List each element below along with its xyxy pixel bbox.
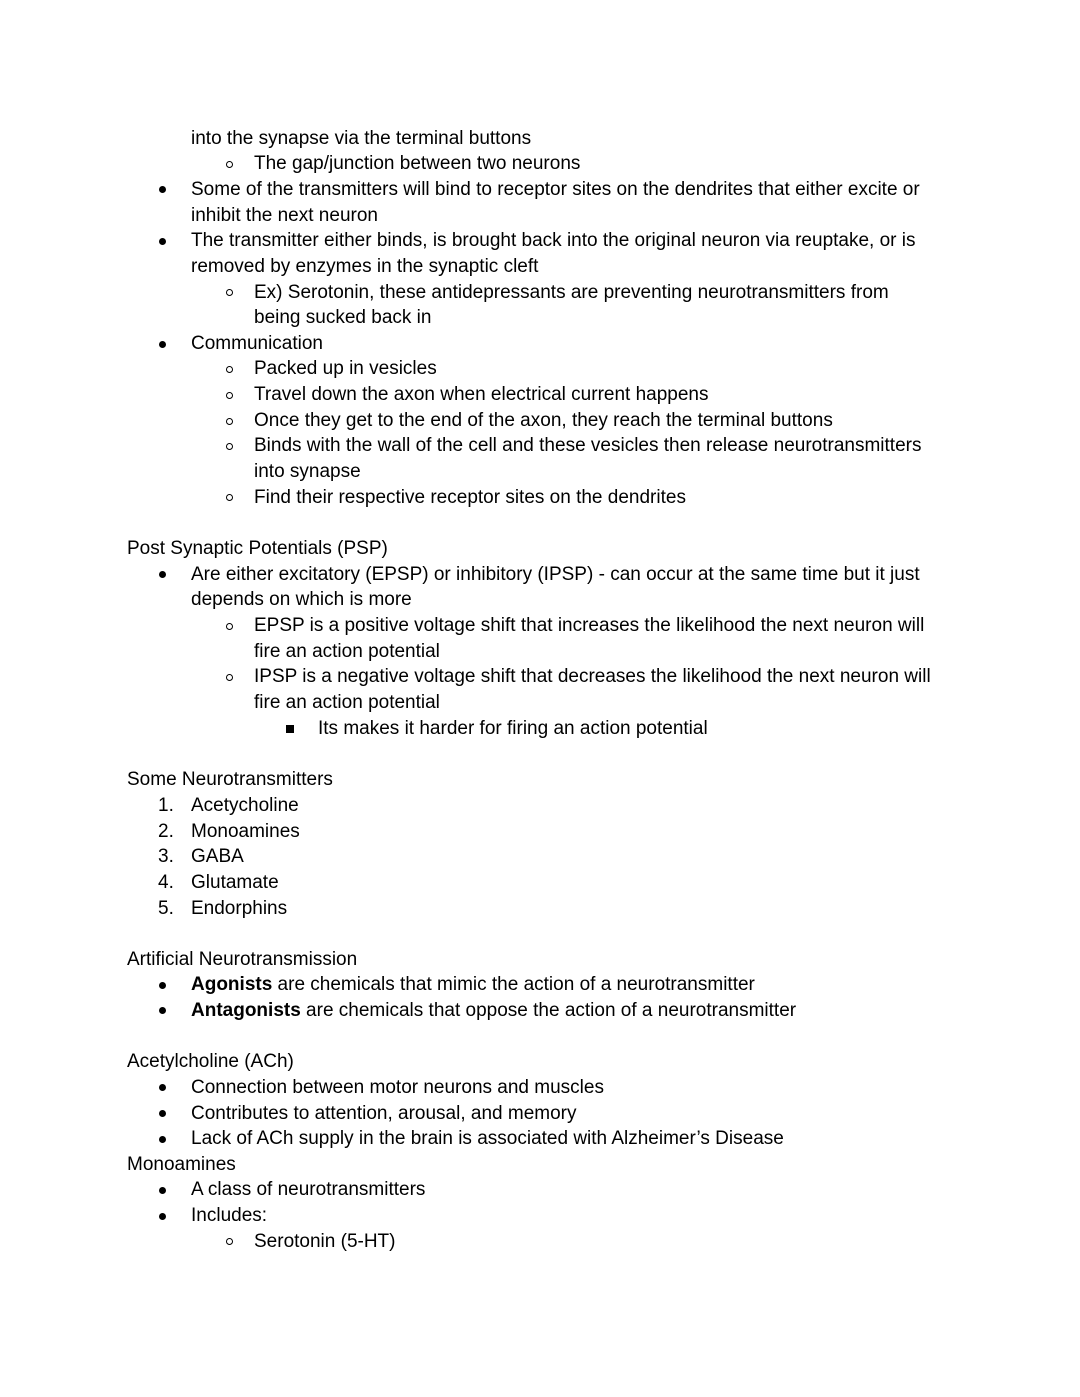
bullet-icon <box>159 1213 166 1220</box>
text-line: A class of neurotransmitters <box>191 1179 426 1200</box>
text-line: removed by enzymes in the synaptic cleft <box>191 256 539 277</box>
bullet-icon <box>159 982 166 989</box>
hollow-circle-bullet-icon <box>226 418 233 425</box>
section-heading: Some Neurotransmitters <box>127 769 333 790</box>
bold-term: Antagonists <box>191 1000 301 1021</box>
text-line: Connection between motor neurons and muscles <box>191 1077 604 1098</box>
text-line: depends on which is more <box>191 589 412 610</box>
bullet-icon <box>159 1007 166 1014</box>
list-item: GABA <box>191 846 244 867</box>
list-item: Acetycholine <box>191 795 299 816</box>
bullet-icon <box>159 341 166 348</box>
text-line: Binds with the wall of the cell and these vesicles then release neurotransmitters <box>254 435 922 456</box>
text-line: Includes: <box>191 1205 268 1226</box>
text-line: IPSP is a negative voltage shift that decreases the likelihood the next neuron will <box>254 666 931 687</box>
hollow-circle-bullet-icon <box>226 161 233 168</box>
list-item: Glutamate <box>191 872 279 893</box>
text-line: fire an action potential <box>254 692 440 713</box>
bullet-icon <box>159 238 166 245</box>
text-line: Some of the transmitters will bind to receptor sites on the dendrites that either excite or <box>191 179 920 200</box>
list-number: 5. <box>158 898 174 919</box>
list-number: 4. <box>158 872 174 893</box>
section-heading: Artificial Neurotransmission <box>127 949 358 970</box>
list-item: Monoamines <box>191 821 300 842</box>
text-line: being sucked back in <box>254 307 432 328</box>
bullet-icon <box>159 186 166 193</box>
text-line: Ex) Serotonin, these antidepressants are preventing neurotransmitters from <box>254 282 889 303</box>
hollow-circle-bullet-icon <box>226 674 233 681</box>
text-line <box>191 998 796 1024</box>
text-line: Find their respective receptor sites on the dendrites <box>254 487 686 508</box>
text-line: into the synapse via the terminal buttons <box>191 128 532 149</box>
bullet-icon <box>159 1084 166 1091</box>
text-line: fire an action potential <box>254 641 440 662</box>
bullet-icon <box>159 1187 166 1194</box>
hollow-circle-bullet-icon <box>226 1238 233 1245</box>
hollow-circle-bullet-icon <box>226 289 233 296</box>
term-definition: are chemicals that oppose the action of a neurotransmitter <box>300 1000 797 1021</box>
text-line: The transmitter either binds, is brought back into the original neuron via reuptake, or is <box>191 230 916 251</box>
hollow-circle-bullet-icon <box>226 494 233 501</box>
term-definition: are chemicals that mimic the action of a neurotransmitter <box>272 974 755 995</box>
bullet-icon <box>159 1136 166 1143</box>
text-line: The gap/junction between two neurons <box>254 153 581 174</box>
hollow-circle-bullet-icon <box>226 366 233 373</box>
list-number: 1. <box>158 795 174 816</box>
hollow-circle-bullet-icon <box>226 443 233 450</box>
text-line: EPSP is a positive voltage shift that increases the likelihood the next neuron will <box>254 615 925 636</box>
text-line: Contributes to attention, arousal, and memory <box>191 1103 577 1124</box>
text-line: Are either excitatory (EPSP) or inhibitory (IPSP) - can occur at the same time but it just <box>191 564 920 585</box>
bold-term: Agonists <box>191 974 273 995</box>
text-line: Packed up in vesicles <box>254 358 437 379</box>
text-line: Its makes it harder for firing an action potential <box>318 718 708 739</box>
square-bullet-icon <box>286 725 294 733</box>
text-line <box>191 972 755 998</box>
text-line: inhibit the next neuron <box>191 205 378 226</box>
hollow-circle-bullet-icon <box>226 392 233 399</box>
bullet-icon <box>159 571 166 578</box>
section-heading: Acetylcholine (ACh) <box>127 1051 294 1072</box>
list-number: 3. <box>158 846 174 867</box>
list-item: Endorphins <box>191 898 288 919</box>
bullet-icon <box>159 1110 166 1117</box>
text-line: into synapse <box>254 461 361 482</box>
text-line: Travel down the axon when electrical current happens <box>254 384 709 405</box>
list-number: 2. <box>158 821 174 842</box>
text-line: Communication <box>191 333 323 354</box>
text-line: Serotonin (5-HT) <box>254 1231 396 1252</box>
text-line: Lack of ACh supply in the brain is associated with Alzheimer’s Disease <box>191 1128 784 1149</box>
hollow-circle-bullet-icon <box>226 623 233 630</box>
section-heading: Post Synaptic Potentials (PSP) <box>127 538 388 559</box>
section-heading: Monoamines <box>127 1154 236 1175</box>
text-line: Once they get to the end of the axon, they reach the terminal buttons <box>254 410 833 431</box>
